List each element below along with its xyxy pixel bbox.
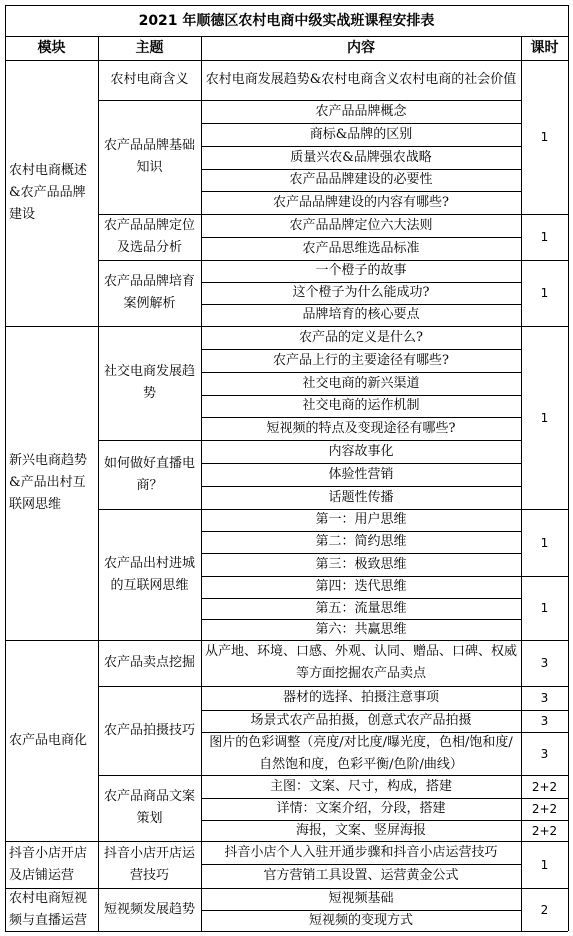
content-cell: 体验性营销 xyxy=(328,466,394,482)
table-rule xyxy=(201,531,521,532)
topic-cell: 农产品出村进城的互联网思维 xyxy=(103,555,195,593)
content-cell: 第六：共赢思维 xyxy=(315,621,407,637)
module-cell: 农村电商短视频与直播运营 xyxy=(9,890,88,928)
table-rule xyxy=(201,191,521,192)
module-cell: 新兴电商趋势&产品出村互联网思维 xyxy=(9,453,88,512)
content-cell: 农产品品牌概念 xyxy=(315,103,407,119)
content-cell: 第五：流量思维 xyxy=(315,600,407,616)
table-rule xyxy=(201,931,521,932)
table-rule xyxy=(201,440,521,441)
module-cell: 抖音小店开店及店铺运营 xyxy=(9,845,88,883)
hours-cell: 2 xyxy=(540,902,549,917)
hours-cell: 3 xyxy=(540,746,549,761)
table-rule xyxy=(201,214,521,215)
content-cell: 场景式农产品拍摄，创意式农产品拍摄 xyxy=(250,713,472,728)
content-cell: 第四：迭代思维 xyxy=(315,579,407,594)
table-rule xyxy=(201,146,521,147)
table-rule xyxy=(201,36,202,931)
content-cell: 第三：极致思维 xyxy=(315,556,407,572)
table-rule xyxy=(98,36,99,931)
hours-cell: 1 xyxy=(540,286,549,300)
table-rule xyxy=(98,260,201,261)
table-rule xyxy=(201,775,521,776)
table-rule xyxy=(201,260,521,261)
header-topic: 主题 xyxy=(135,40,164,56)
table-rule xyxy=(521,841,568,842)
table-rule xyxy=(5,640,98,641)
table-rule xyxy=(201,619,521,620)
content-cell: 主图：文案、尺寸，构成，搭建 xyxy=(269,778,452,794)
table-rule xyxy=(521,36,522,931)
table-rule xyxy=(521,576,568,577)
content-cell: 农产品思维选品标准 xyxy=(302,240,420,256)
table-rule xyxy=(201,710,521,711)
content-cell: 图片的色彩调整（亮度/对比度/曝光度，色相/饱和度/自然饱和度，色彩平衡/色阶/曲线） xyxy=(209,734,513,772)
table-rule xyxy=(5,841,98,842)
table-rule xyxy=(201,237,521,238)
table-rule xyxy=(98,686,201,687)
module-cell: 农村电商概述&农产品品牌建设 xyxy=(9,163,88,222)
table-rule xyxy=(201,395,521,396)
hours-cell: 1 xyxy=(540,410,549,425)
topic-cell: 社交电商发展趋势 xyxy=(103,364,195,401)
topic-cell: 农产品商品文案策划 xyxy=(103,789,195,826)
table-rule xyxy=(521,710,568,711)
table-rule xyxy=(201,820,521,821)
table-rule xyxy=(98,440,201,441)
content-cell: 短视频的变现方式 xyxy=(308,912,413,928)
table-rule xyxy=(98,841,201,842)
content-cell: 内容故事化 xyxy=(328,443,394,459)
content-cell: 农产品品牌建设的内容有哪些? xyxy=(273,194,449,210)
content-cell: 海报，文案、竖屏海报 xyxy=(295,822,426,838)
table-rule xyxy=(5,931,98,932)
table-rule xyxy=(5,5,568,6)
table-rule xyxy=(5,5,6,931)
table-rule xyxy=(201,463,521,464)
table-rule xyxy=(201,304,521,305)
content-cell: 质量兴农&品牌强农战略 xyxy=(290,149,432,165)
table-rule xyxy=(5,36,568,37)
content-cell: 这个橙子为什么能成功? xyxy=(292,285,430,300)
content-cell: 抖音小店个人入驻开通步骤和抖音小店运营技巧 xyxy=(224,844,498,860)
table-rule xyxy=(98,888,201,889)
table-rule xyxy=(5,60,568,61)
table-rule xyxy=(521,931,568,932)
table-rule xyxy=(98,775,201,776)
content-cell: 从产地、环境、口感、外观、认同、赠品、口碑、权威等方面挖掘农产品卖点 xyxy=(205,644,518,681)
hours-cell: 1 xyxy=(540,857,549,872)
table-rule xyxy=(98,509,201,510)
table-rule xyxy=(201,841,521,842)
table-rule xyxy=(521,326,568,327)
hours-cell: 2+2 xyxy=(531,823,558,838)
table-rule xyxy=(521,509,568,510)
table-rule xyxy=(201,100,521,101)
hours-cell: 3 xyxy=(540,714,549,728)
table-rule xyxy=(201,169,521,170)
content-cell: 商标&品牌的区别 xyxy=(309,126,413,142)
table-rule xyxy=(201,798,521,799)
table-rule xyxy=(201,509,521,510)
table-rule xyxy=(521,732,568,733)
table-rule xyxy=(201,372,521,373)
table-rule xyxy=(201,417,521,418)
hours-cell: 2+2 xyxy=(531,802,558,816)
table-rule xyxy=(5,326,98,327)
table-rule xyxy=(98,326,201,327)
hours-cell: 1 xyxy=(540,230,549,244)
table-rule xyxy=(201,576,521,577)
content-cell: 农村电商发展趋势&农村电商含义农村电商的社会价值 xyxy=(205,72,517,87)
table-rule xyxy=(201,864,521,865)
content-cell: 短视频基础 xyxy=(328,891,394,906)
content-cell: 短视频的特点及变现途径有哪些? xyxy=(266,420,456,436)
table-rule xyxy=(521,640,568,641)
content-cell: 社交电商的新兴渠道 xyxy=(302,375,420,391)
content-cell: 一个橙子的故事 xyxy=(315,263,407,278)
table-rule xyxy=(201,553,521,554)
table-rule xyxy=(521,820,568,821)
content-cell: 农产品上行的主要途径有哪些? xyxy=(273,352,449,368)
header-hours: 课时 xyxy=(530,40,559,56)
content-cell: 第一：用户思维 xyxy=(315,512,407,527)
table-rule xyxy=(521,798,568,799)
hours-cell: 2+2 xyxy=(531,779,558,794)
hours-cell: 1 xyxy=(540,535,549,550)
content-cell: 农产品的定义是什么? xyxy=(299,329,423,345)
topic-cell: 农产品品牌培育案例解析 xyxy=(103,274,195,311)
table-rule xyxy=(201,640,521,641)
table-rule xyxy=(201,686,521,687)
content-cell: 农产品品牌建设的必要性 xyxy=(289,172,433,187)
table-rule xyxy=(98,931,201,932)
table-rule xyxy=(201,282,521,283)
hours-cell: 1 xyxy=(540,130,549,144)
topic-cell: 抖音小店开店运营技巧 xyxy=(103,845,195,883)
table-rule xyxy=(98,640,201,641)
table-rule xyxy=(201,123,521,124)
hours-cell: 3 xyxy=(540,656,549,670)
topic-cell: 农村电商含义 xyxy=(110,72,189,87)
hours-cell: 1 xyxy=(540,601,549,615)
content-cell: 品牌培育的核心要点 xyxy=(302,307,420,322)
table-rule xyxy=(98,100,201,101)
table-rule xyxy=(98,214,201,215)
table-rule xyxy=(521,888,568,889)
table-rule xyxy=(568,5,569,931)
content-cell: 农产品品牌定位六大法则 xyxy=(289,217,433,233)
topic-cell: 农产品拍摄技巧 xyxy=(103,722,195,738)
table-rule xyxy=(201,349,521,350)
table-rule xyxy=(521,214,568,215)
table-rule xyxy=(201,486,521,487)
table-rule xyxy=(5,888,98,889)
topic-cell: 农产品品牌定位及选品分析 xyxy=(103,218,195,255)
module-cell: 农产品电商化 xyxy=(9,732,88,748)
content-cell: 官方营销工具设置、运营黄金公式 xyxy=(263,868,459,883)
table-rule xyxy=(521,686,568,687)
header-content: 内容 xyxy=(347,40,375,56)
content-cell: 话题性传播 xyxy=(328,489,394,505)
table-rule xyxy=(201,326,521,327)
topic-cell: 农产品品牌基础知识 xyxy=(103,138,195,175)
hours-cell: 3 xyxy=(540,691,549,705)
table-rule xyxy=(201,888,521,889)
topic-cell: 农产品卖点挖掘 xyxy=(103,655,195,670)
content-cell: 器材的选择、拍摄注意事项 xyxy=(282,690,439,705)
table-rule xyxy=(201,732,521,733)
header-module: 模块 xyxy=(37,40,66,56)
topic-cell: 短视频发展趋势 xyxy=(103,901,195,917)
content-cell: 社交电商的运作机制 xyxy=(302,398,420,413)
table-rule xyxy=(201,598,521,599)
content-cell: 第二：简约思维 xyxy=(315,534,407,549)
topic-cell: 如何做好直播电商？ xyxy=(103,455,195,493)
table-rule xyxy=(521,260,568,261)
table-rule xyxy=(521,775,568,776)
table-rule xyxy=(201,910,521,911)
table-title: 2021 年顺德区农村电商中级实战班课程安排表 xyxy=(138,12,435,29)
content-cell: 详情：文案介绍，分段，搭建 xyxy=(276,801,446,816)
